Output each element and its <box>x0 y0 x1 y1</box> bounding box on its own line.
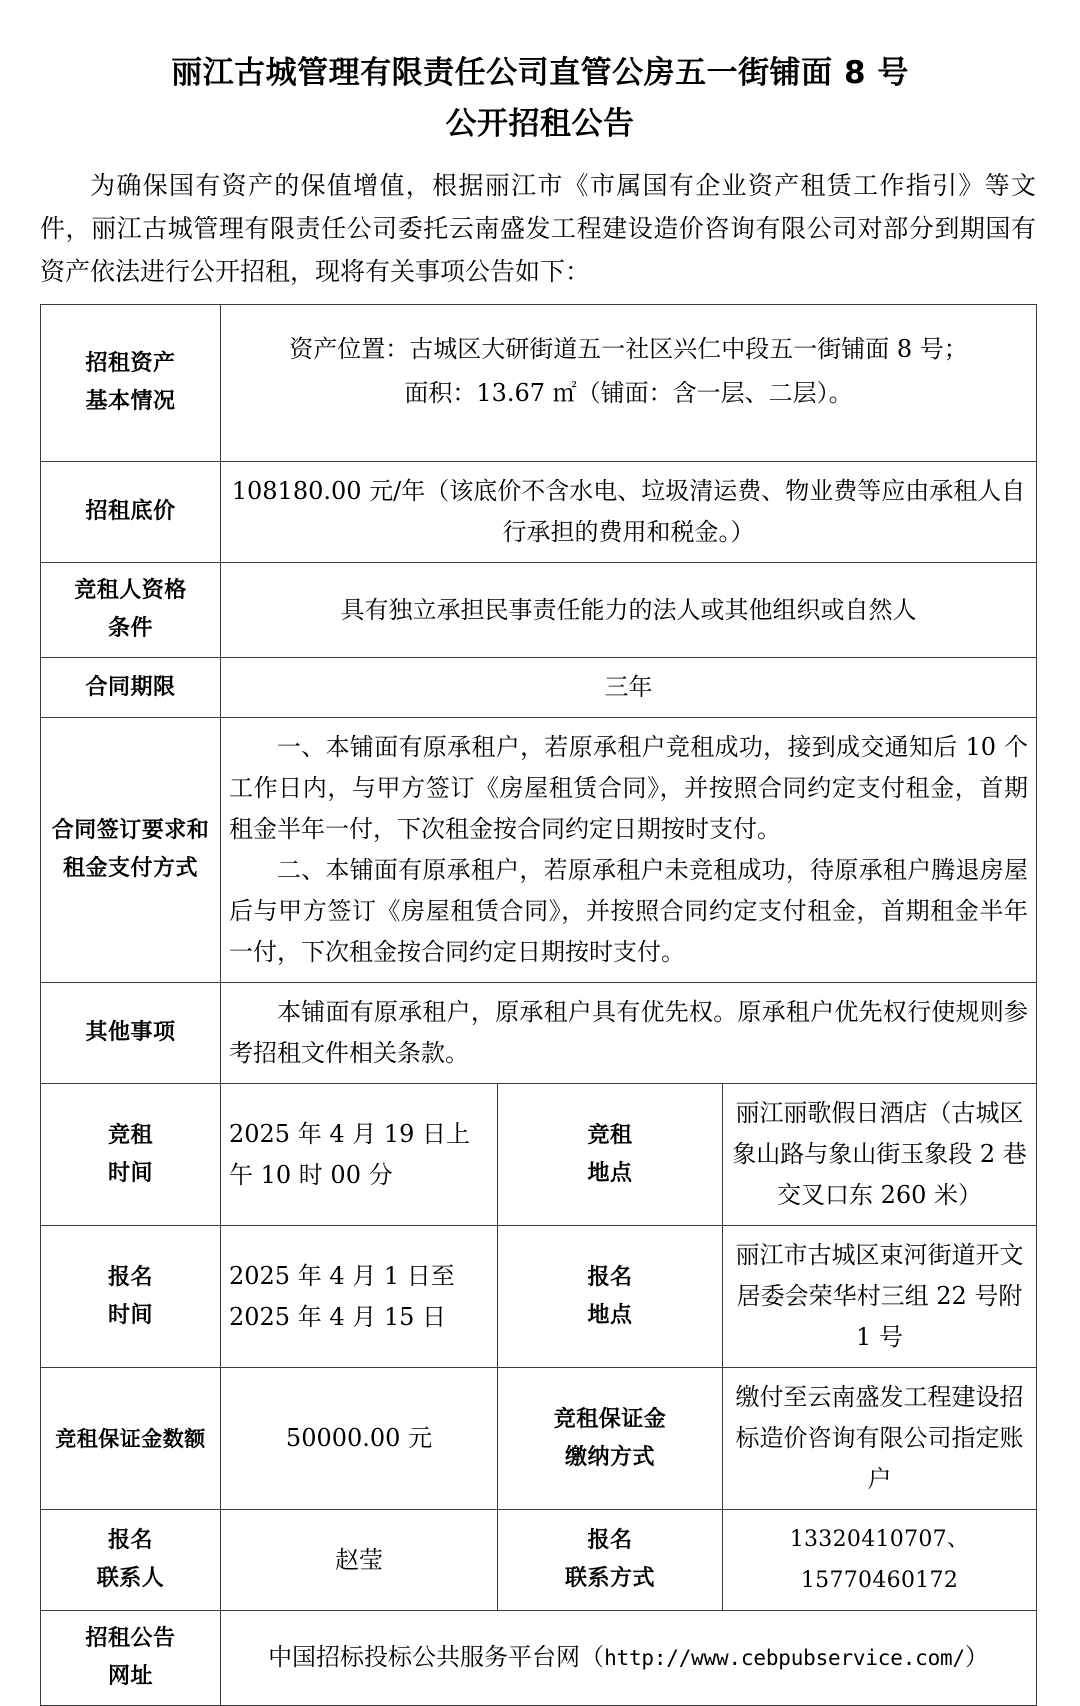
label-bidder-qualification-line-2: 条件 <box>107 616 153 641</box>
label-announcement-url <box>41 1611 221 1706</box>
label-bidder-qualification <box>41 563 221 658</box>
label-announcement-url-line-2: 网址 <box>107 1664 153 1689</box>
value-other-matters: 本铺面有原承租户，原承租户具有优先权。原承租户优先权行使规则参考招租文件相关条款。 <box>221 983 1037 1084</box>
table-row-contract-term <box>41 658 1037 718</box>
label-registration-time <box>41 1226 221 1368</box>
value-bidding-place: 丽江丽歌假日酒店（古城区象山路与象山街玉象段 2 巷交叉口东 260 米） <box>723 1084 1037 1226</box>
label-contract-signing-line-2: 租金支付方式 <box>62 856 198 881</box>
table-row-base-price <box>41 462 1037 563</box>
announcement-url-suffix: ） <box>964 1643 989 1671</box>
table-row-registration-time-place <box>41 1226 1037 1368</box>
page-title-line-2: 公开招租公告 <box>445 106 635 142</box>
value-deposit-amount: 50000.00 元 <box>221 1368 498 1510</box>
label-registration-time-line-1: 报名 <box>107 1264 153 1290</box>
label-bidding-time-line-1: 竞租 <box>107 1122 153 1148</box>
label-registration-phone-line-1: 报名 <box>587 1528 633 1553</box>
label-bidding-place-line-1: 竞租 <box>587 1122 633 1148</box>
label-registration-phone-line-2: 联系方式 <box>564 1566 655 1591</box>
label-registration-phone <box>498 1510 723 1611</box>
asset-area-prefix: 面积：13.67 <box>404 379 553 407</box>
contract-signing-paragraph-2: 二、本铺面有原承租户，若原承租户未竞租成功，待原承租户腾退房屋后与甲方签订《房屋租赁合同》，并按照合同约定支付租金，首期租金半年一付，下次租金按合同约定日期按时支付。 <box>229 856 1028 966</box>
label-bidding-place-line-2: 地点 <box>587 1160 633 1186</box>
table-row-deposit <box>41 1368 1037 1510</box>
label-announcement-url-line-1: 招租公告 <box>85 1626 176 1651</box>
value-registration-phone: 13320410707、15770460172 <box>723 1510 1037 1611</box>
asset-area-unit: ㎡ <box>552 379 577 407</box>
value-deposit-method: 缴付至云南盛发工程建设招标造价咨询有限公司指定账户 <box>723 1368 1037 1510</box>
label-registration-contact-line-1: 报名 <box>107 1528 153 1553</box>
label-bidding-place <box>498 1084 723 1226</box>
value-contract-term: 三年 <box>221 658 1037 718</box>
value-contract-signing <box>221 718 1037 983</box>
label-asset-info-line-2: 基本情况 <box>85 389 176 414</box>
label-contract-signing-line-1: 合同签订要求和 <box>51 818 210 843</box>
table-row-bidding-time-place <box>41 1084 1037 1226</box>
label-asset-info-line-1: 招租资产 <box>85 351 176 376</box>
label-contract-signing <box>41 718 221 983</box>
label-registration-place-line-2: 地点 <box>587 1302 633 1328</box>
label-deposit-amount: 竞租保证金数额 <box>41 1368 221 1510</box>
contract-signing-paragraph-1: 一、本铺面有原承租户，若原承租户竞租成功，接到成交通知后 10 个工作日内，与甲方签订《房屋租赁合同》，并按照合同约定支付租金，首期租金半年一付，下次租金按合同约定日期按时支付。 <box>229 733 1028 843</box>
announcement-url-prefix: 中国招标投标公共服务平台网（ <box>268 1643 605 1671</box>
table-row-registration-contact <box>41 1510 1037 1611</box>
asset-location: 资产位置：古城区大研街道五一社区兴仁中段五一街铺面 8 号； <box>289 335 968 363</box>
table-row-asset-info <box>41 305 1037 462</box>
table-row-contract-signing <box>41 718 1037 983</box>
label-bidder-qualification-line-1: 竞租人资格 <box>74 578 187 603</box>
page-title-line-1: 丽江古城管理有限责任公司直管公房五一街铺面 8 号 <box>171 55 909 91</box>
value-registration-time: 2025 年 4 月 1 日至 2025 年 4 月 15 日 <box>221 1226 498 1368</box>
notice-table-wrapper <box>0 293 1080 1706</box>
table-row-bidder-qualification <box>41 563 1037 658</box>
value-bidder-qualification: 具有独立承担民事责任能力的法人或其他组织或自然人 <box>221 563 1037 658</box>
label-contract-term: 合同期限 <box>41 658 221 718</box>
value-announcement-url <box>221 1611 1037 1706</box>
label-registration-time-line-2: 时间 <box>107 1302 153 1328</box>
label-deposit-method-line-1: 竞租保证金 <box>553 1406 667 1432</box>
label-other-matters: 其他事项 <box>41 983 221 1084</box>
label-asset-info <box>41 305 221 462</box>
label-registration-place <box>498 1226 723 1368</box>
value-bidding-time: 2025 年 4 月 19 日上午 10 时 00 分 <box>221 1084 498 1226</box>
announcement-url-link[interactable]: http://www.cebpubservice.com/ <box>604 1646 965 1670</box>
intro-paragraph: 为确保国有资产的保值增值，根据丽江市《市属国有企业资产租赁工作指引》等文件，丽江古城管理有限责任公司委托云南盛发工程建设造价咨询有限公司对部分到期国有资产依法进行公开招租，现将有关事项公告如下： <box>40 171 1036 286</box>
value-registration-place: 丽江市古城区束河街道开文居委会荣华村三组 22 号附 1 号 <box>723 1226 1037 1368</box>
page-title <box>0 0 1080 150</box>
label-deposit-method <box>498 1368 723 1510</box>
label-registration-place-line-1: 报名 <box>587 1264 633 1290</box>
value-registration-contact: 赵莹 <box>221 1510 498 1611</box>
label-bidding-time-line-2: 时间 <box>107 1160 153 1186</box>
value-asset-info <box>221 305 1037 462</box>
label-registration-contact-line-2: 联系人 <box>96 1566 165 1591</box>
asset-area-suffix: （铺面：含一层、二层）。 <box>576 379 853 407</box>
label-deposit-method-line-2: 缴纳方式 <box>564 1444 655 1470</box>
table-row-announcement-url <box>41 1611 1037 1706</box>
label-bidding-time <box>41 1084 221 1226</box>
asset-area <box>229 371 1028 415</box>
label-base-price: 招租底价 <box>41 462 221 563</box>
notice-table <box>40 304 1037 1706</box>
table-row-other-matters <box>41 983 1037 1084</box>
label-registration-contact <box>41 1510 221 1611</box>
value-base-price: 108180.00 元/年（该底价不含水电、垃圾清运费、物业费等应由承租人自行承担的费用和税金。） <box>221 462 1037 563</box>
